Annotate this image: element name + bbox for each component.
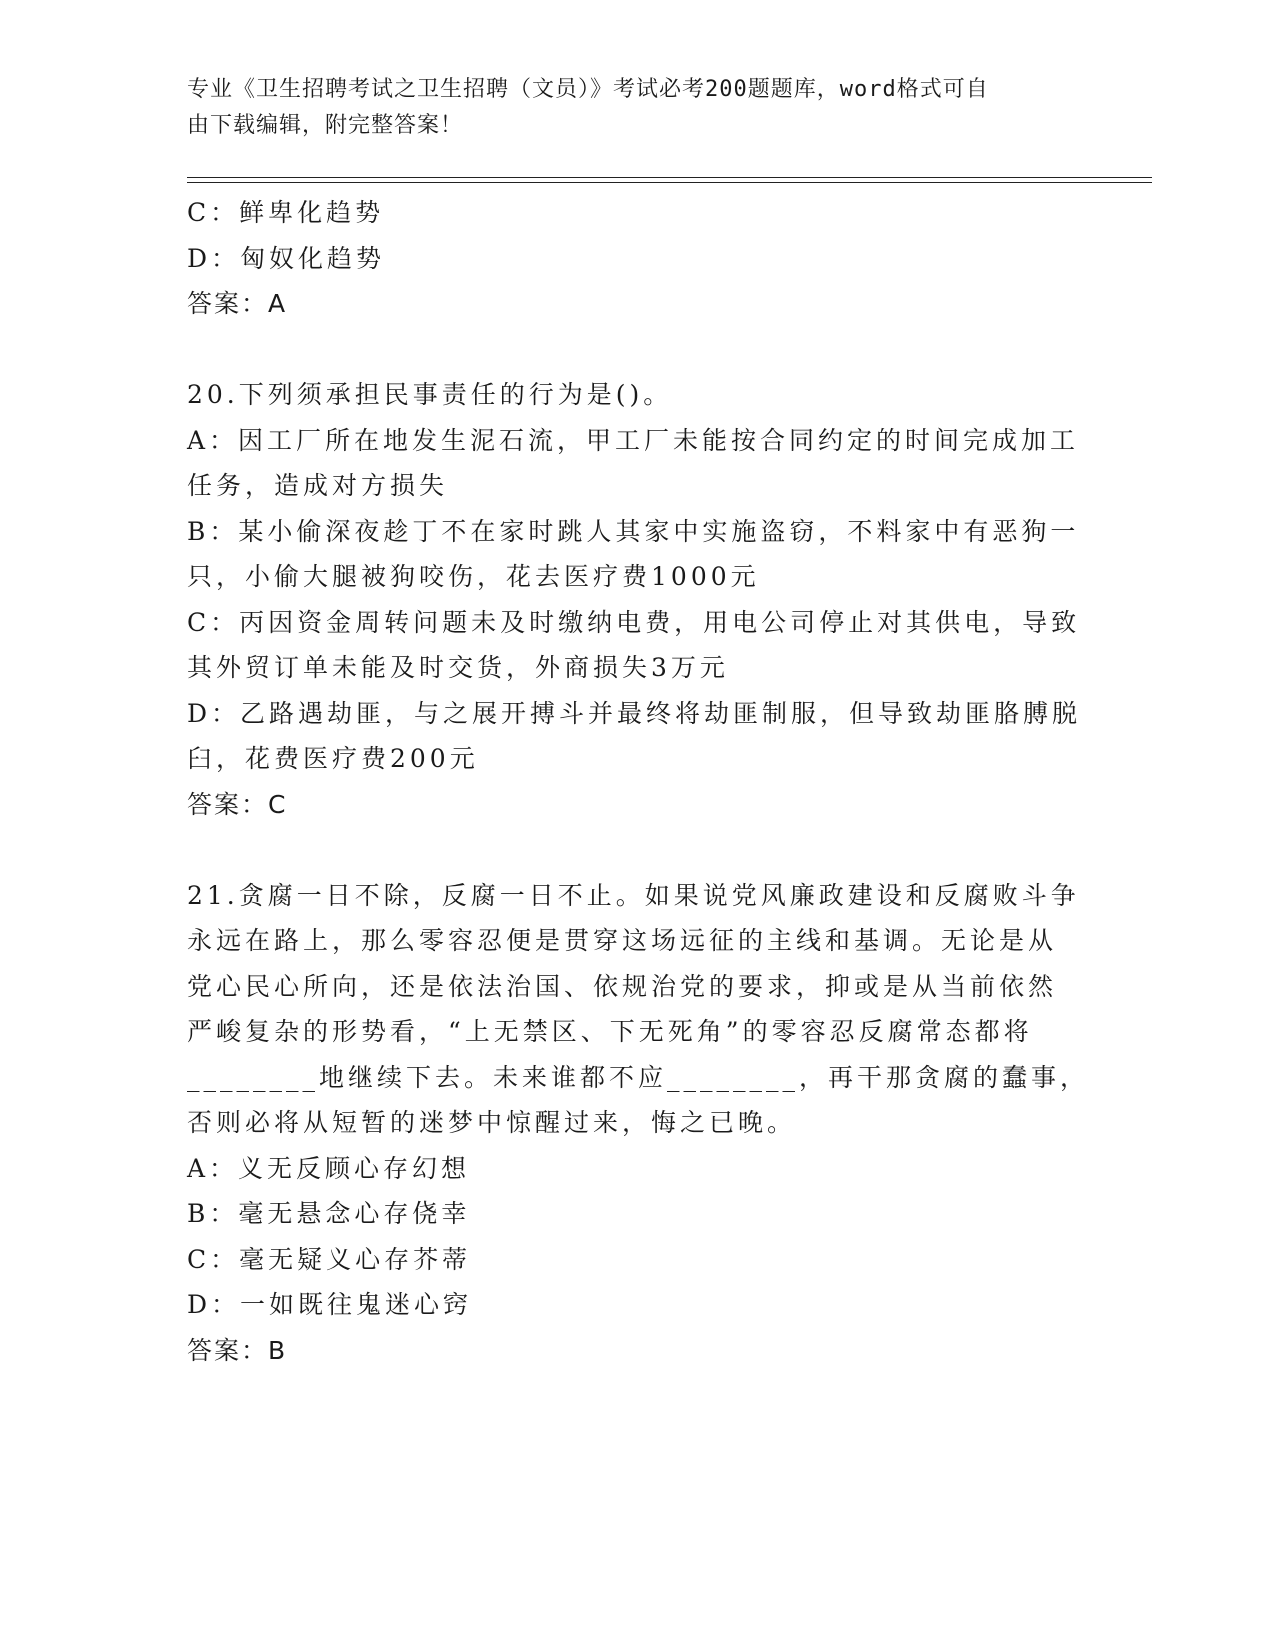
question-stem-line: 党心民心所向，还是依法治国、依规治党的要求，抑或是从当前依然 — [187, 971, 1058, 1001]
option-a: A：义无反顾心存幻想 — [187, 1153, 471, 1183]
option-d: D：一如既往鬼迷心窍 — [187, 1290, 473, 1319]
header-line: 由下载编辑，附完整答案！ — [187, 113, 464, 138]
option-c: C：毫无疑义心存芥蒂 — [187, 1244, 472, 1274]
option-d: D：匈奴化趋势 — [187, 243, 386, 273]
question-stem-line: 否则必将从短暂的迷梦中惊醒过来，悔之已晚。 — [187, 1108, 797, 1137]
option-c: C：鲜卑化趋势 — [187, 198, 385, 227]
answer-line: 答案：A — [187, 289, 288, 318]
answer-line: 答案：C — [187, 789, 288, 819]
spacer — [187, 327, 1087, 373]
option-c-line: 其外贸订单未能及时交货，外商损失3万元 — [187, 653, 729, 682]
option-a-line: 任务，造成对方损失 — [187, 471, 449, 500]
header-divider — [187, 182, 1152, 183]
option-d-line: 臼，花费医疗费200元 — [187, 744, 479, 773]
question-content — [187, 190, 1090, 1373]
option-d-line: D：乙路遇劫匪，与之展开搏斗并最终将劫匪制服，但导致劫匪胳膊脱 — [187, 698, 1082, 728]
option-b: B：毫无悬念心存侥幸 — [187, 1199, 471, 1228]
question-stem-line: 21.贪腐一日不除，反腐一日不止。如果说党风廉政建设和反腐败斗争 — [187, 880, 1080, 910]
document-header — [187, 72, 1067, 144]
option-b-line: B：某小偷深夜趁丁不在家时跳人其家中实施盗窃，不料家中有恶狗一 — [187, 516, 1080, 546]
question-stem-line: ________地继续下去。未来谁都不应________，再干那贪腐的蠢事， — [187, 1062, 1090, 1092]
header-line: 专业《卫生招聘考试之卫生招聘（文员）》考试必考200题题库，word格式可自 — [187, 77, 989, 102]
question-19-tail — [187, 190, 1087, 327]
question-stem-line: 严峻复杂的形势看，“上无禁区、下无死角”的零容忍反腐常态都将 — [187, 1017, 1033, 1046]
answer-line: 答案：B — [187, 1335, 288, 1365]
question-21 — [187, 873, 1090, 1374]
question-20 — [187, 372, 1087, 827]
option-c-line: C：丙因资金周转问题未及时缴纳电费，用电公司停止对其供电，导致 — [187, 607, 1081, 637]
option-a-line: A：因工厂所在地发生泥石流，甲工厂未能按合同约定的时间完成加工 — [187, 425, 1080, 455]
question-stem-line: 永远在路上，那么零容忍便是贯穿这场远征的主线和基调。无论是从 — [187, 926, 1058, 955]
question-stem: 20.下列须承担民事责任的行为是()。 — [187, 380, 673, 409]
header-divider — [187, 177, 1152, 178]
option-b-line: 只，小偷大腿被狗咬伤，花去医疗费1000元 — [187, 562, 760, 591]
spacer — [187, 827, 1087, 873]
